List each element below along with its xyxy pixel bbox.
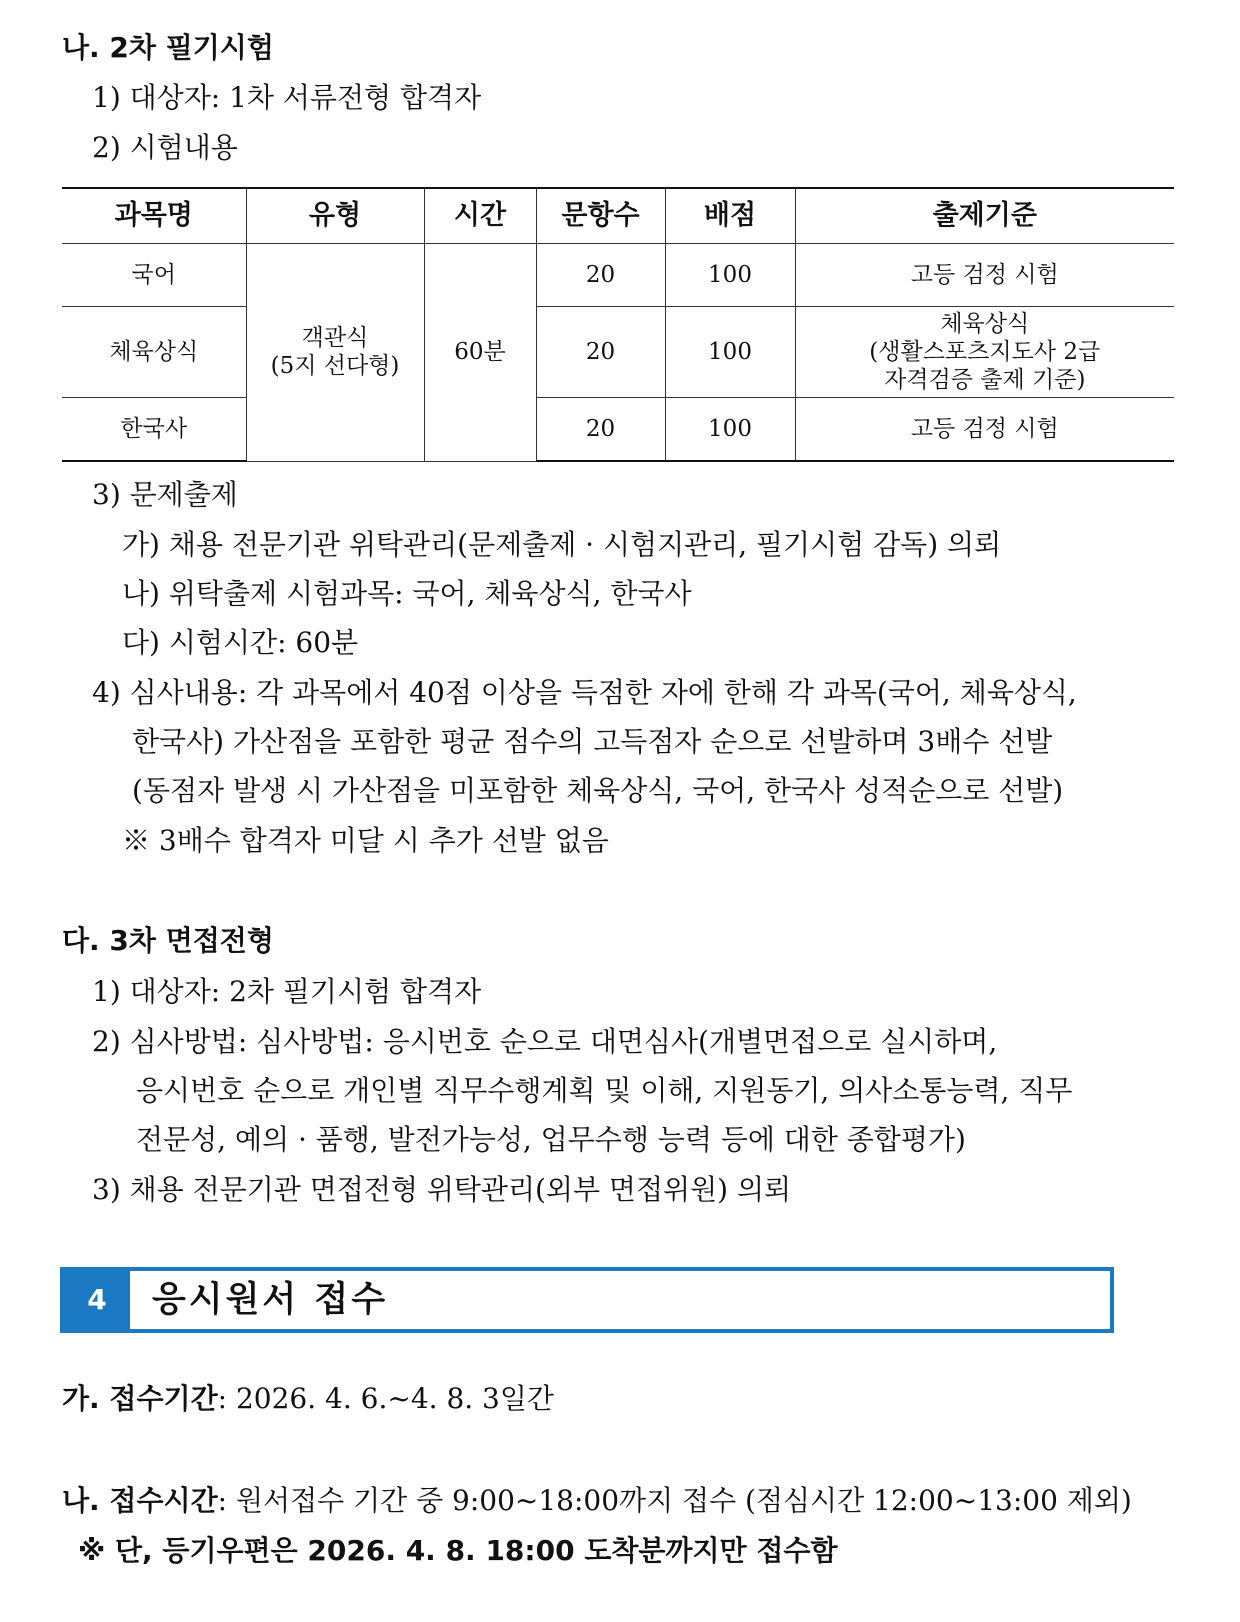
cell-count: 20 (536, 307, 665, 398)
criteria-line: 체육상식 (940, 311, 1030, 337)
cell-score: 100 (665, 244, 795, 307)
evaluation-content-line2: 한국사) 가산점을 포함한 평균 점수의 고득점자 순으로 선발하며 3배수 선발 (132, 725, 1053, 758)
reception-period-label: 가. 접수기간 (62, 1382, 218, 1415)
written-exam-target: 1) 대상자: 1차 서류전형 합격자 (92, 81, 482, 114)
question-setting-na: 나) 위탁출제 시험과목: 국어, 체육상식, 한국사 (122, 577, 692, 610)
reception-period-value: : 2026. 4. 6.~4. 8. 3일간 (217, 1382, 554, 1415)
cell-subject: 한국사 (62, 398, 246, 462)
cell-criteria: 고등 검정 시험 (795, 244, 1174, 307)
type-line: 객관식 (301, 325, 369, 352)
interview-outsourcing: 3) 채용 전문기관 면접전형 위탁관리(외부 면접위원) 의뢰 (92, 1173, 792, 1206)
table-header-row (62, 188, 1174, 244)
exam-content-table (62, 187, 1174, 462)
header-time: 시간 (424, 188, 536, 244)
reception-time (62, 1483, 1132, 1519)
written-exam-content-label: 2) 시험내용 (92, 131, 238, 164)
question-setting-ga: 가) 채용 전문기관 위탁관리(문제출제 · 시험지관리, 필기시험 감독) 의뢰 (122, 528, 1002, 561)
table-row (62, 307, 1174, 398)
header-criteria: 출제기준 (795, 188, 1174, 244)
section-title: 응시원서 접수 (152, 1280, 389, 1320)
cell-score: 100 (665, 398, 795, 462)
header-subject: 과목명 (62, 188, 246, 244)
cell-subject: 국어 (62, 244, 246, 307)
type-line: (5지 선다형) (270, 353, 400, 380)
table-row (62, 398, 1174, 462)
cell-time: 60분 (424, 244, 536, 462)
header-question-count: 문항수 (536, 188, 665, 244)
section-4-banner (60, 1267, 1114, 1333)
cell-type (246, 244, 424, 462)
evaluation-content-line3: (동점자 발생 시 가산점을 미포함한 체육상식, 국어, 한국사 성적순으로 선발) (132, 774, 1064, 807)
interview-target: 1) 대상자: 2차 필기시험 합격자 (92, 975, 482, 1008)
question-setting-label: 3) 문제출제 (92, 478, 238, 511)
cell-criteria: 고등 검정 시험 (795, 398, 1174, 462)
reception-time-value: : 원서접수 기간 중 9:00~18:00까지 접수 (점심시간 12:00~13:00 제외) (217, 1484, 1132, 1517)
table-row (62, 244, 1174, 307)
header-score: 배점 (665, 188, 795, 244)
section-heading-written-exam: 나. 2차 필기시험 (62, 31, 274, 64)
interview-method-line2: 응시번호 순으로 개인별 직무수행계획 및 이해, 지원동기, 의사소통능력, 직무 (136, 1074, 1073, 1107)
interview-method-line3: 전문성, 예의 · 품행, 발전가능성, 업무수행 능력 등에 대한 종합평가) (136, 1123, 966, 1156)
section-heading-interview: 다. 3차 면접전형 (62, 924, 274, 957)
evaluation-note: ※ 3배수 합격자 미달 시 추가 선발 없음 (122, 824, 609, 857)
cell-score: 100 (665, 307, 795, 398)
reception-note: ※ 단, 등기우편은 2026. 4. 8. 18:00 도착분까지만 접수함 (78, 1534, 838, 1567)
section-number: 4 (64, 1271, 130, 1329)
cell-subject: 체육상식 (62, 307, 246, 398)
criteria-line: (생활스포츠지도사 2급 (869, 339, 1101, 365)
cell-criteria (795, 307, 1174, 398)
interview-method-line1: 2) 심사방법: 심사방법: 응시번호 순으로 대면심사(개별면접으로 실시하며, (92, 1025, 998, 1058)
cell-count: 20 (536, 398, 665, 462)
reception-time-label: 나. 접수시간 (62, 1484, 218, 1517)
header-type: 유형 (246, 188, 424, 244)
question-setting-da: 다) 시험시간: 60분 (122, 626, 359, 659)
evaluation-content-line1: 4) 심사내용: 각 과목에서 40점 이상을 득점한 자에 한해 각 과목(국어, 체육상식, (92, 676, 1077, 709)
reception-period (62, 1381, 554, 1417)
criteria-line: 자격검증 출제 기준) (884, 367, 1086, 393)
cell-count: 20 (536, 244, 665, 307)
